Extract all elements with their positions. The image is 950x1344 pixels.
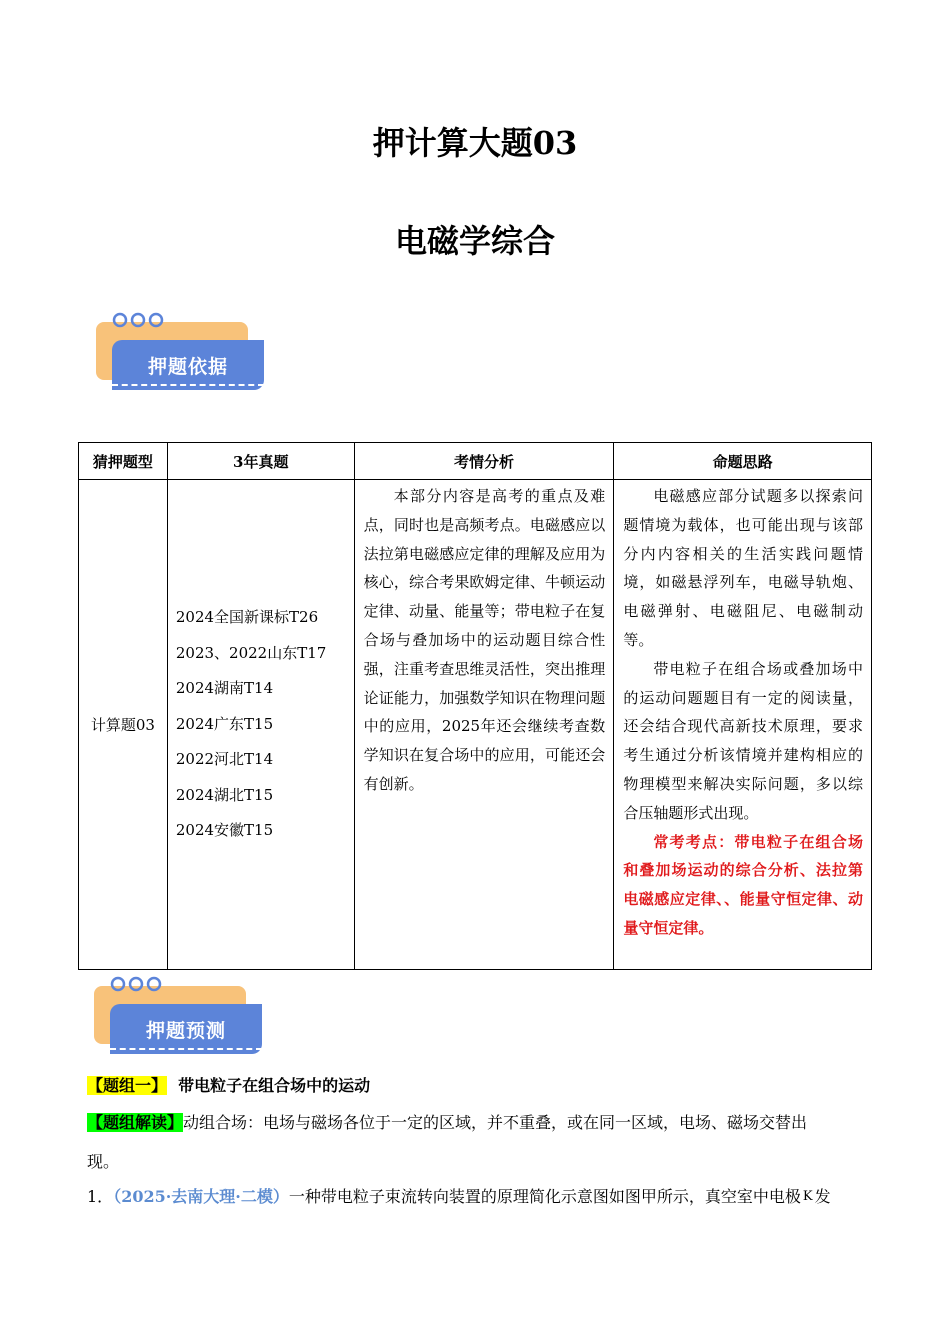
reading-text: 动组合场：电场与磁场各位于一定的区域，并不重叠，或在同一区域，电场、磁场交替出 bbox=[183, 1113, 808, 1132]
page-subtitle: 电磁学综合 bbox=[394, 222, 555, 260]
reading-text-continued: 现。 bbox=[87, 1152, 120, 1171]
cell-years bbox=[167, 480, 354, 970]
group-heading bbox=[87, 1073, 370, 1096]
ring-binder-icon bbox=[108, 972, 168, 996]
table-header-row bbox=[79, 443, 872, 480]
banner-basis bbox=[96, 308, 276, 398]
year-item: 2024湖北T15 bbox=[175, 785, 274, 804]
page-title: 押计算大题03 bbox=[372, 124, 578, 162]
ideas-paragraph-2: 带电粒子在组合场或叠加场中的运动问题题目有一定的阅读量，还会结合现代高新技术原理，要求考生通过分析该情境并建构相应的物理模型来解决实际问题，多以综合压轴题形式出现。 bbox=[623, 659, 863, 822]
header-years: 3年真题 bbox=[167, 443, 354, 480]
banner-predict bbox=[94, 972, 274, 1062]
year-item: 2024安徽T15 bbox=[175, 821, 274, 840]
banner-basis-label: 押题依据 bbox=[147, 356, 228, 378]
question-source: （2025·去南大理·二模） bbox=[113, 1187, 289, 1206]
header-type: 猜押题型 bbox=[79, 443, 168, 480]
year-item: 2022河北T14 bbox=[175, 750, 274, 769]
cell-analysis bbox=[354, 480, 614, 970]
ideas-key-points: 常考考点：带电粒子在组合场和叠加场运动的综合分析、法拉第电磁感应定律、、能量守恒定律、动量守恒定律。 bbox=[623, 832, 863, 937]
cell-ideas bbox=[614, 480, 872, 970]
year-item: 2024湖南T14 bbox=[175, 679, 274, 698]
year-item: 2023、2022山东T17 bbox=[175, 643, 327, 662]
analysis-text: 本部分内容是高考的重点及难点，同时也是高频考点。电磁感应以法拉第电磁感应定律的理解及应用为核心，综合考果欧姆定律、牛顿运动定律、动量、能量等；带电粒子在复合场与叠加场中的运动题目综合性强，注重考查思维灵活性，突出推理论证能力，加强数学知识在物理问题中的应用，2025年还会继续考查数学知识在复合场中的应用，可能还会有创新。 bbox=[363, 487, 606, 793]
ideas-paragraph-1: 电磁感应部分试题多以探索问题情境为载体，也可能出现与该部分内内容相关的生活实践问题情境，如磁悬浮列车，电磁导轨炮、电磁弹射、电磁阻尼、电磁制动等。 bbox=[623, 487, 863, 649]
electrode-k: K bbox=[802, 1189, 813, 1204]
exam-table bbox=[78, 442, 872, 970]
group-tag: 【题组一】 bbox=[87, 1076, 168, 1095]
question-text: 一种带电粒子束流转向装置的原理简化示意图如图甲所示，真空室中电极 bbox=[288, 1187, 801, 1206]
group-reading bbox=[87, 1110, 807, 1133]
cell-type: 计算题03 bbox=[79, 480, 168, 970]
question-1 bbox=[87, 1184, 831, 1207]
table-row bbox=[79, 480, 872, 970]
header-analysis: 考情分析 bbox=[354, 443, 614, 480]
reading-tag: 【题组解读】 bbox=[87, 1113, 184, 1132]
year-item: 2024全国新课标T26 bbox=[175, 608, 319, 627]
group-title: 带电粒子在组合场中的运动 bbox=[178, 1076, 371, 1095]
ring-binder-icon bbox=[110, 308, 170, 332]
question-number: 1． bbox=[87, 1187, 114, 1206]
question-tail: 发 bbox=[814, 1187, 831, 1206]
header-ideas: 命题思路 bbox=[614, 443, 872, 480]
banner-predict-label: 押题预测 bbox=[145, 1020, 226, 1042]
year-item: 2024广东T15 bbox=[175, 714, 274, 733]
